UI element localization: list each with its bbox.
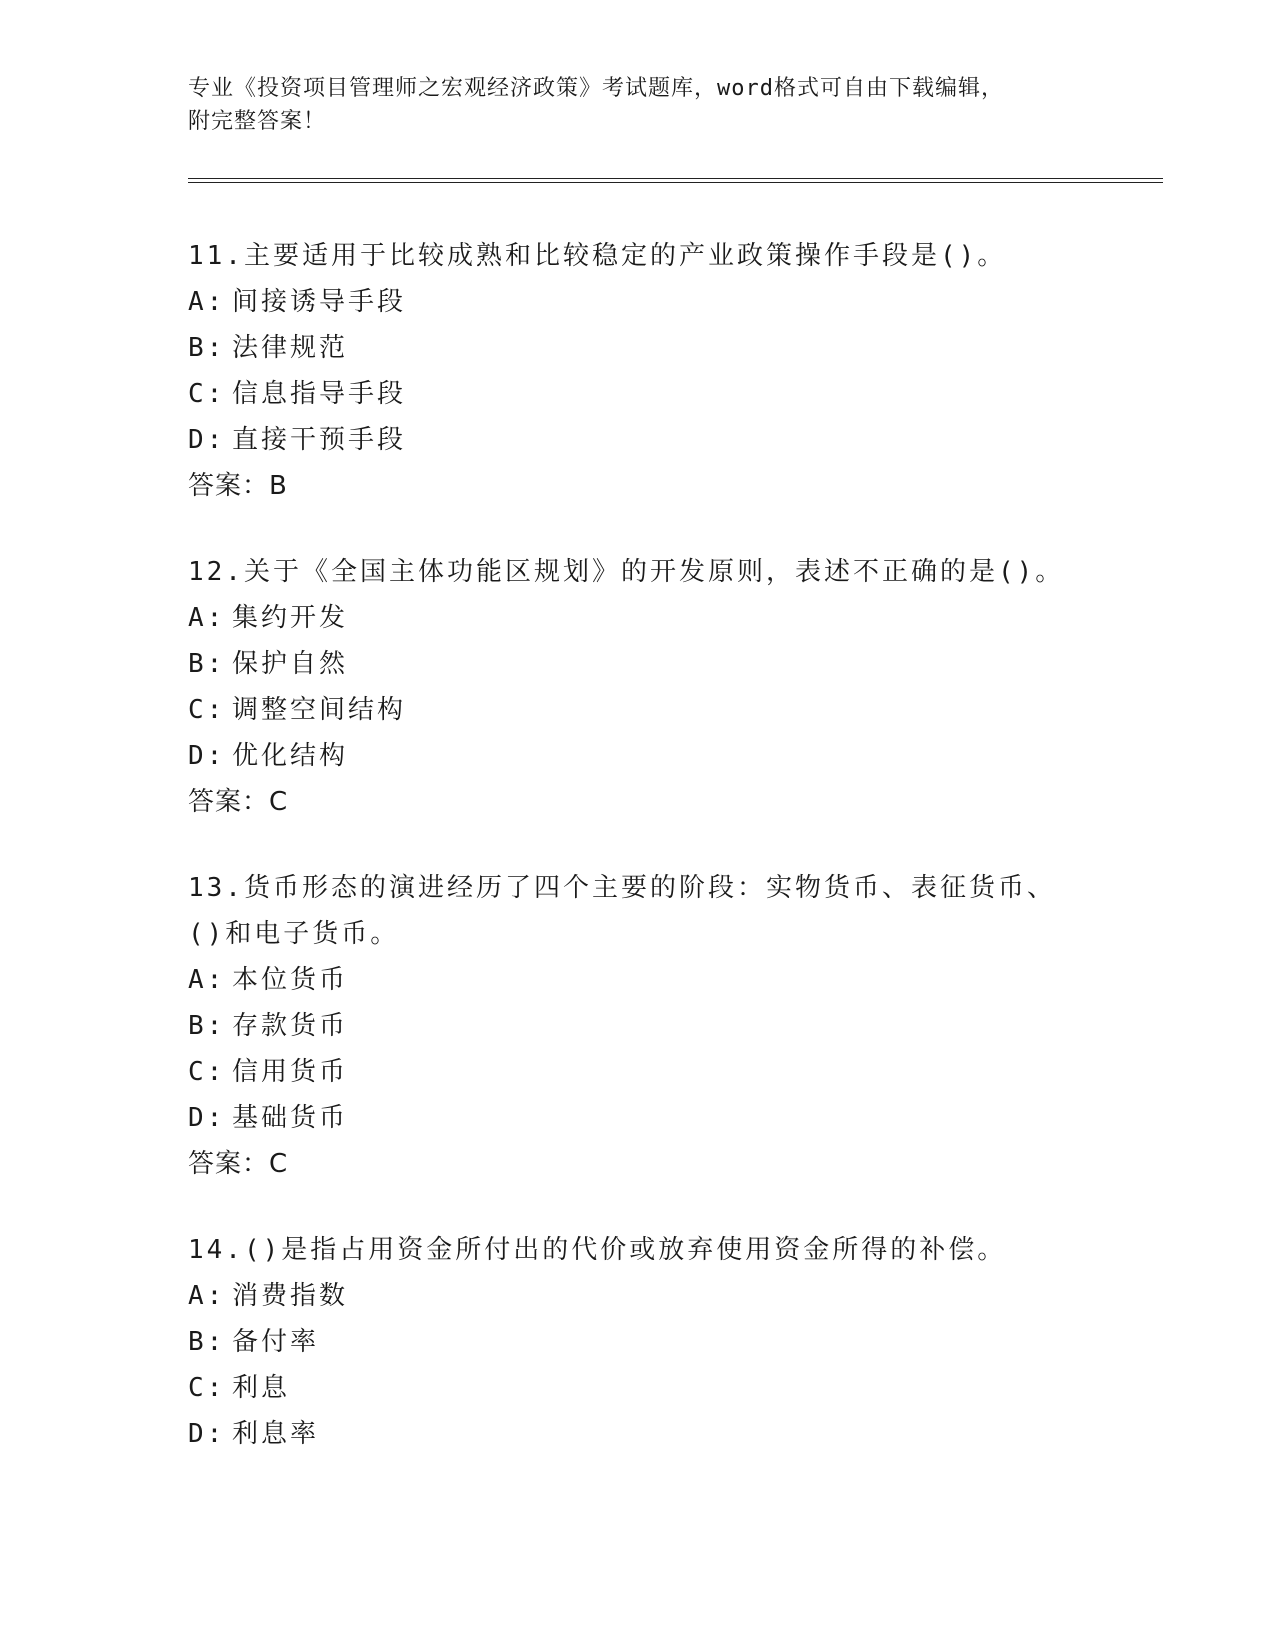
option-d (188, 1095, 1148, 1141)
option-b (188, 325, 1148, 371)
document-header (188, 72, 1088, 138)
option-key: A: (188, 1281, 226, 1311)
question-stem: 13.货币形态的演进经历了四个主要的阶段：实物货币、表征货币、()和电子货币。 (188, 873, 1056, 949)
option-key: C: (188, 1373, 226, 1403)
option-b (188, 1319, 1148, 1365)
option-text: 法律规范 (232, 333, 349, 363)
option-text: 优化结构 (232, 741, 349, 771)
option-key: D: (188, 741, 226, 771)
option-key: C: (188, 695, 226, 725)
question-stem: 14.()是指占用资金所付出的代价或放弃使用资金所得的补偿。 (188, 1235, 1007, 1265)
option-text: 信用货币 (232, 1057, 349, 1087)
question-14 (188, 1227, 1148, 1457)
option-key: C: (188, 379, 226, 409)
option-key: D: (188, 425, 226, 455)
option-d (188, 733, 1148, 779)
question-12 (188, 549, 1148, 825)
option-d (188, 1411, 1148, 1457)
option-key: B: (188, 1011, 226, 1041)
option-a (188, 957, 1148, 1003)
option-text: 直接干预手段 (232, 425, 407, 455)
answer-label: 答案：C (188, 787, 289, 817)
header-divider (188, 178, 1163, 183)
option-d (188, 417, 1148, 463)
option-a (188, 279, 1148, 325)
option-a (188, 1273, 1148, 1319)
option-text: 利息 (232, 1373, 291, 1403)
answer-label: 答案：C (188, 1149, 289, 1179)
option-text: 基础货币 (232, 1103, 349, 1133)
option-a (188, 595, 1148, 641)
option-text: 间接诱导手段 (232, 287, 407, 317)
option-key: A: (188, 965, 226, 995)
header-line-2: 附完整答案！ (188, 109, 327, 134)
option-b (188, 641, 1148, 687)
option-c (188, 687, 1148, 733)
option-key: C: (188, 1057, 226, 1087)
option-text: 存款货币 (232, 1011, 349, 1041)
option-c (188, 1365, 1148, 1411)
option-text: 备付率 (232, 1327, 320, 1357)
option-text: 消费指数 (232, 1281, 349, 1311)
option-key: B: (188, 649, 226, 679)
option-c (188, 371, 1148, 417)
question-list (188, 233, 1148, 1497)
question-stem: 12.关于《全国主体功能区规划》的开发原则，表述不正确的是()。 (188, 557, 1065, 587)
option-text: 集约开发 (232, 603, 349, 633)
option-text: 信息指导手段 (232, 379, 407, 409)
option-text: 调整空间结构 (232, 695, 407, 725)
option-text: 保护自然 (232, 649, 349, 679)
option-text: 本位货币 (232, 965, 349, 995)
option-key: B: (188, 1327, 226, 1357)
question-11 (188, 233, 1148, 509)
answer-label: 答案：B (188, 471, 288, 501)
option-key: A: (188, 603, 226, 633)
header-line-1: 专业《投资项目管理师之宏观经济政策》考试题库，word格式可自由下载编辑， (188, 76, 1004, 101)
option-key: D: (188, 1419, 226, 1449)
option-key: D: (188, 1103, 226, 1133)
option-key: B: (188, 333, 226, 363)
option-text: 利息率 (232, 1419, 320, 1449)
option-c (188, 1049, 1148, 1095)
option-key: A: (188, 287, 226, 317)
question-13 (188, 865, 1148, 1187)
option-b (188, 1003, 1148, 1049)
question-stem: 11.主要适用于比较成熟和比较稳定的产业政策操作手段是()。 (188, 241, 1007, 271)
